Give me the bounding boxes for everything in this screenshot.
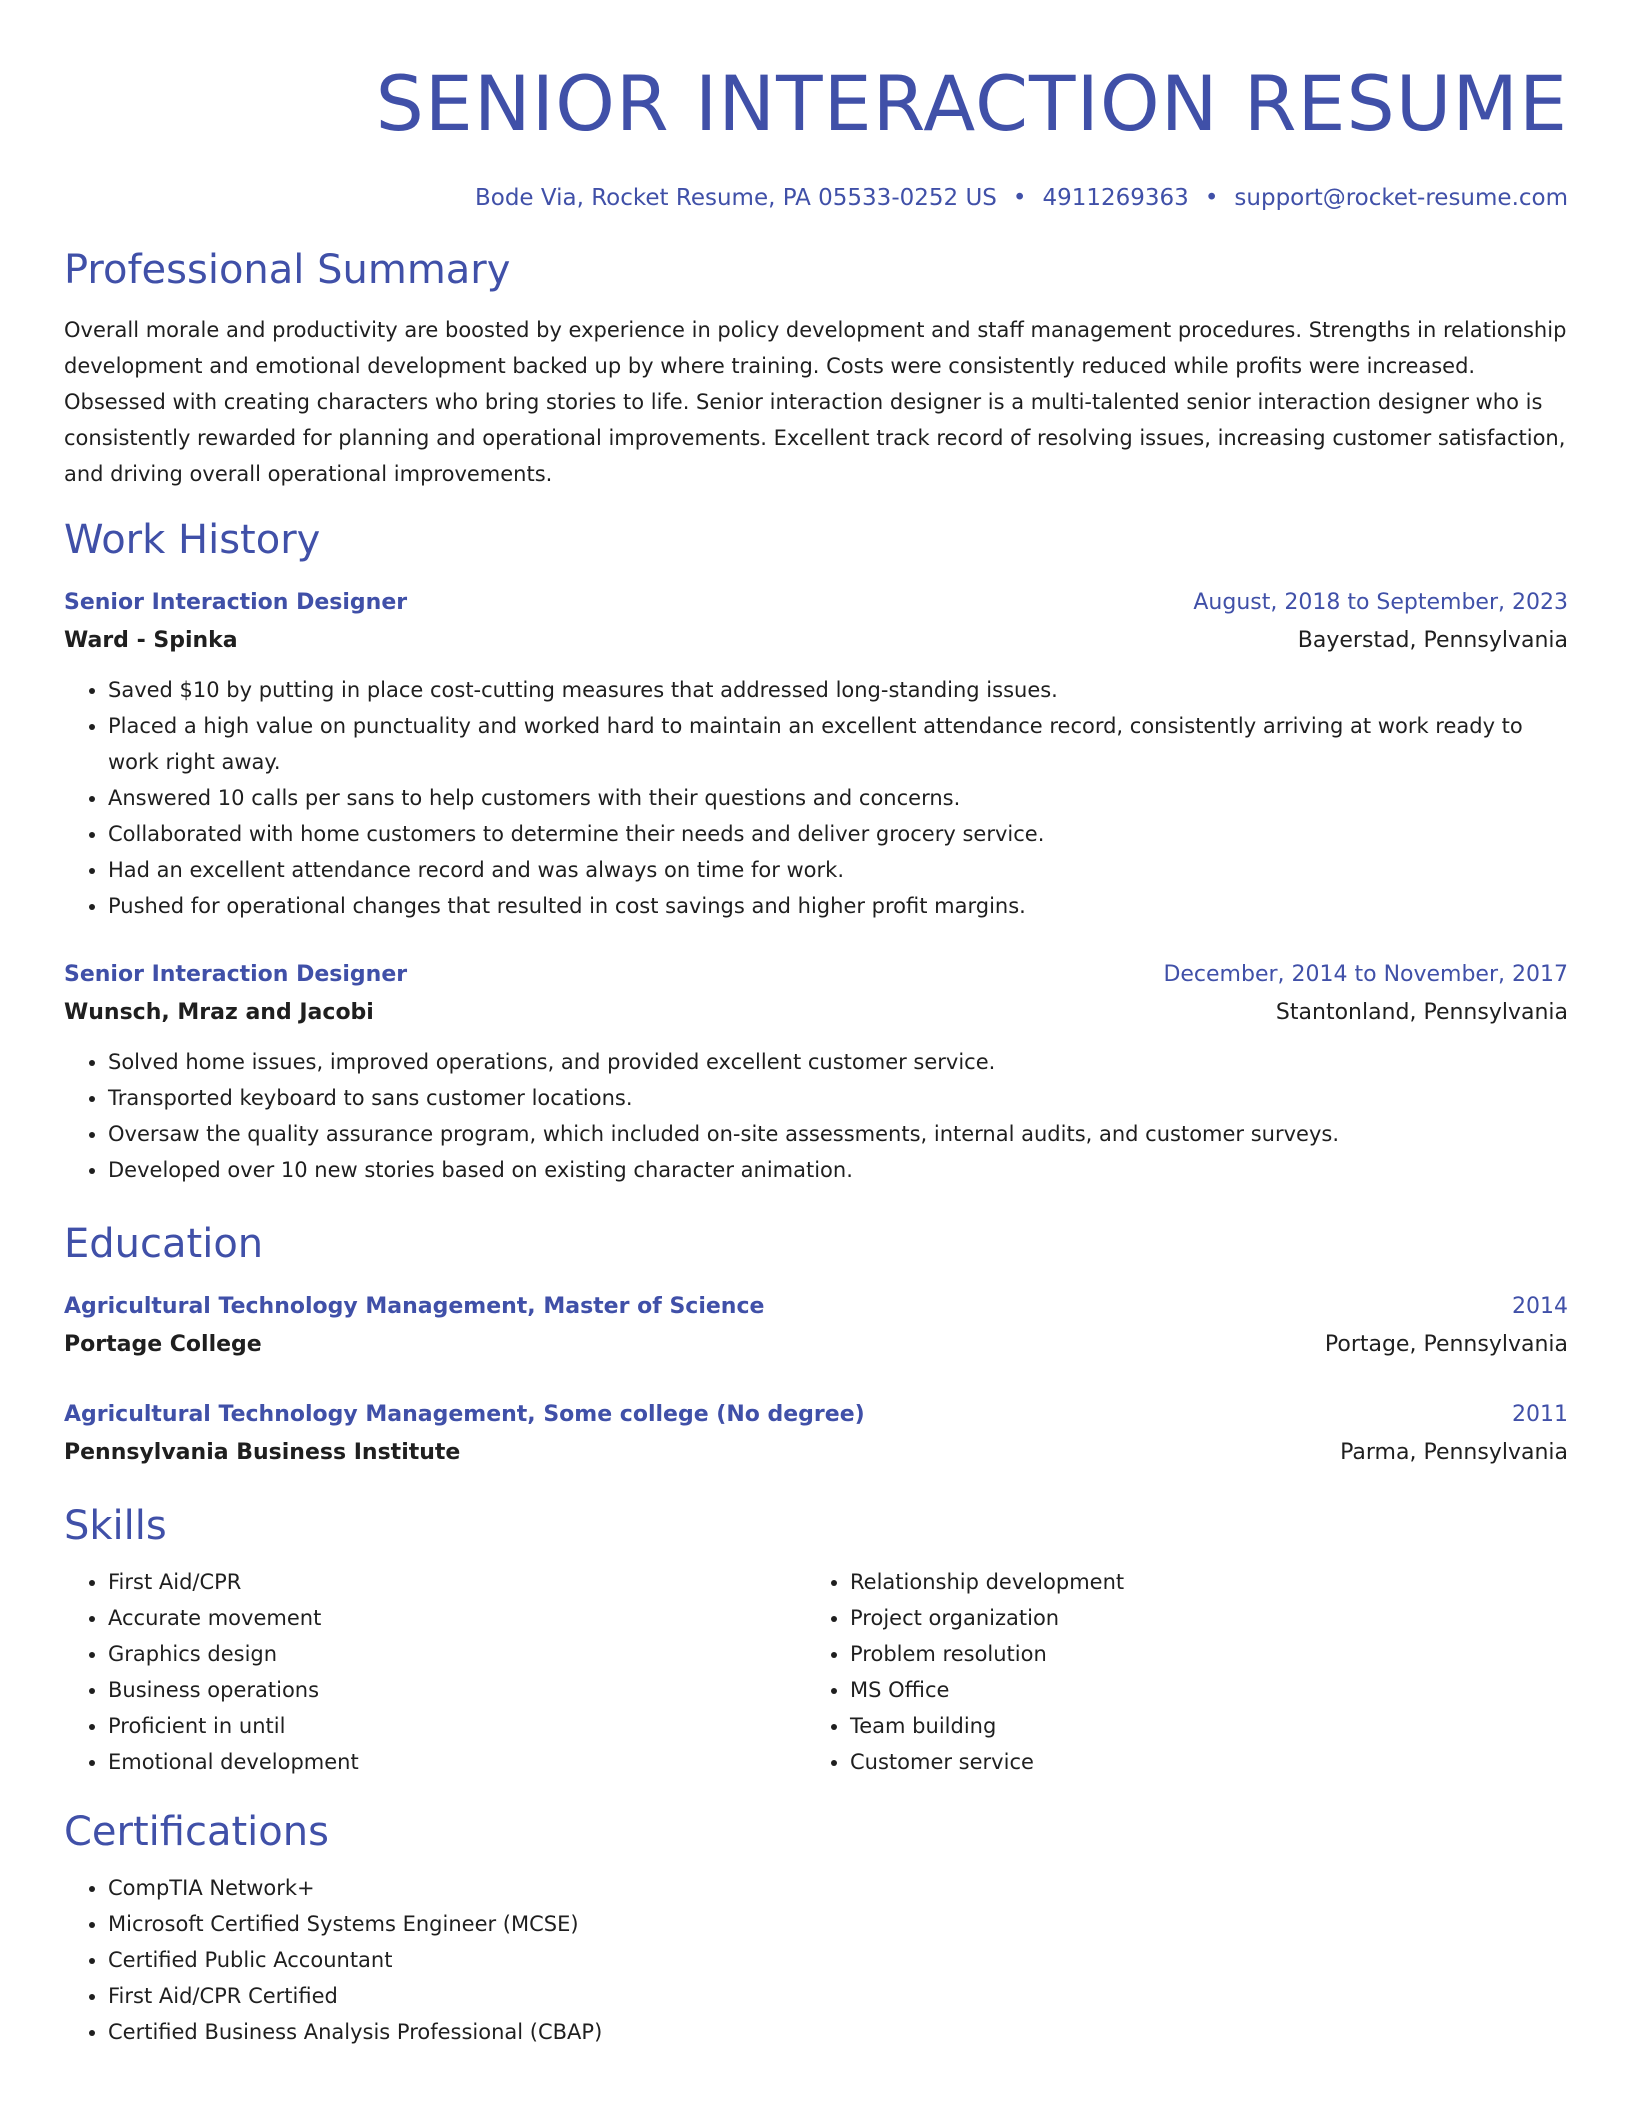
skills-list-left [64,1564,806,1780]
contact-separator: • [1204,185,1219,211]
resume-name: SENIOR INTERACTION RESUME [375,59,1568,148]
skills-grid [64,1564,1568,1780]
job-entry [64,584,1568,924]
certifications-list [64,1870,1568,2050]
summary-section [64,244,1568,492]
work-history-section [64,514,1568,1188]
education-location: Parma, Pennsylvania [1340,1440,1568,1465]
skills-column-left [64,1564,806,1780]
education-school-row [64,1326,1568,1364]
skill-item: • Relationship development [850,1564,1548,1600]
job-bullets [64,672,1568,924]
contact-line [64,182,1568,214]
education-entry [64,1288,1568,1364]
job-bullet: • Answered 10 calls per sans to help customers with their questions and concerns. [108,780,1568,816]
summary-text: Overall morale and productivity are boosted by experience in policy development and staff management procedures. Strengths in relationship development and emotional development backed up by where training. Costs were consistently reduced while profits were increased. Obsessed with creating characters who bring stories to life. Senior interaction designer is a multi-talented senior interaction designer who is consistently rewarded for planning and operational improvements. Excellent track record of resolving issues, increasing customer satisfaction, and driving overall operational improvements. [64,318,1567,486]
skill-item: • Team building [850,1708,1548,1744]
certification-item: • Microsoft Certified Systems Engineer (MCSE) [108,1906,1568,1942]
job-bullet: • Transported keyboard to sans customer locations. [108,1080,1568,1116]
section-title-work-history: Work History [64,517,321,563]
job-location: Bayerstad, Pennsylvania [1297,628,1568,653]
contact-phone: 4911269363 [1042,185,1189,211]
skill-item: • Customer service [850,1744,1548,1780]
education-degree: Agricultural Technology Management, Some college (No degree) [64,1402,865,1427]
contact-email[interactable]: support@rocket-resume.com [1234,185,1568,211]
job-bullet: • Saved $10 by putting in place cost-cutting measures that addressed long-standing issues. [108,672,1568,708]
job-bullet: • Collaborated with home customers to determine their needs and deliver grocery service. [108,816,1568,852]
job-title: Senior Interaction Designer [64,962,408,987]
job-bullet: • Oversaw the quality assurance program, which included on-site assessments, internal audits, and customer surveys. [108,1116,1568,1152]
skills-column-right [806,1564,1548,1780]
certification-item: • First Aid/CPR Certified [108,1978,1568,2014]
skill-item: • Project organization [850,1600,1548,1636]
resume-header [64,56,1568,214]
job-bullets [64,1044,1568,1188]
education-entry [64,1396,1568,1472]
job-bullet: • Had an excellent attendance record and was always on time for work. [108,852,1568,888]
certification-item: • Certified Business Analysis Professional (CBAP) [108,2014,1568,2050]
job-dates: December, 2014 to November, 2017 [1163,962,1568,987]
skill-item: • MS Office [850,1672,1548,1708]
job-title: Senior Interaction Designer [64,590,408,615]
skill-item: • Accurate movement [108,1600,806,1636]
section-title-skills: Skills [64,1503,167,1549]
job-bullet: • Solved home issues, improved operations, and provided excellent customer service. [108,1044,1568,1080]
job-company-row [64,994,1568,1032]
education-section [64,1218,1568,1472]
education-school: Pennsylvania Business Institute [64,1440,461,1465]
certification-item: • CompTIA Network+ [108,1870,1568,1906]
skills-list-right [806,1564,1548,1780]
skill-item: • Emotional development [108,1744,806,1780]
job-company-row [64,622,1568,660]
job-header-row [64,584,1568,622]
education-location: Portage, Pennsylvania [1324,1332,1568,1357]
job-bullet: • Pushed for operational changes that resulted in cost savings and higher profit margins. [108,888,1568,924]
education-degree: Agricultural Technology Management, Master of Science [64,1294,765,1319]
section-title-summary: Professional Summary [64,247,511,293]
job-bullet: • Developed over 10 new stories based on existing character animation. [108,1152,1568,1188]
education-header-row [64,1396,1568,1434]
education-school: Portage College [64,1332,262,1357]
certifications-section [64,1806,1568,2050]
skill-item: • Problem resolution [850,1636,1548,1672]
certification-item: • Certified Public Accountant [108,1942,1568,1978]
job-bullet: • Placed a high value on punctuality and worked hard to maintain an excellent attendance record, consistently arriving at work ready to work right away. [108,708,1568,780]
job-company: Wunsch, Mraz and Jacobi [64,1000,374,1025]
job-company: Ward - Spinka [64,628,238,653]
job-location: Stantonland, Pennsylvania [1275,1000,1568,1025]
education-header-row [64,1288,1568,1326]
skill-item: • Graphics design [108,1636,806,1672]
job-header-row [64,956,1568,994]
job-entry [64,956,1568,1188]
education-school-row [64,1434,1568,1472]
skill-item: • Proficient in until [108,1708,806,1744]
job-dates: August, 2018 to September, 2023 [1193,590,1568,615]
skill-item: • Business operations [108,1672,806,1708]
contact-address: Bode Via, Rocket Resume, PA 05533-0252 US [474,185,997,211]
section-title-certifications: Certifications [64,1809,329,1855]
skills-section [64,1500,1568,1780]
section-title-education: Education [64,1221,264,1267]
education-year: 2011 [1512,1402,1568,1427]
contact-separator: • [1012,185,1027,211]
education-year: 2014 [1512,1294,1568,1319]
skill-item: • First Aid/CPR [108,1564,806,1600]
